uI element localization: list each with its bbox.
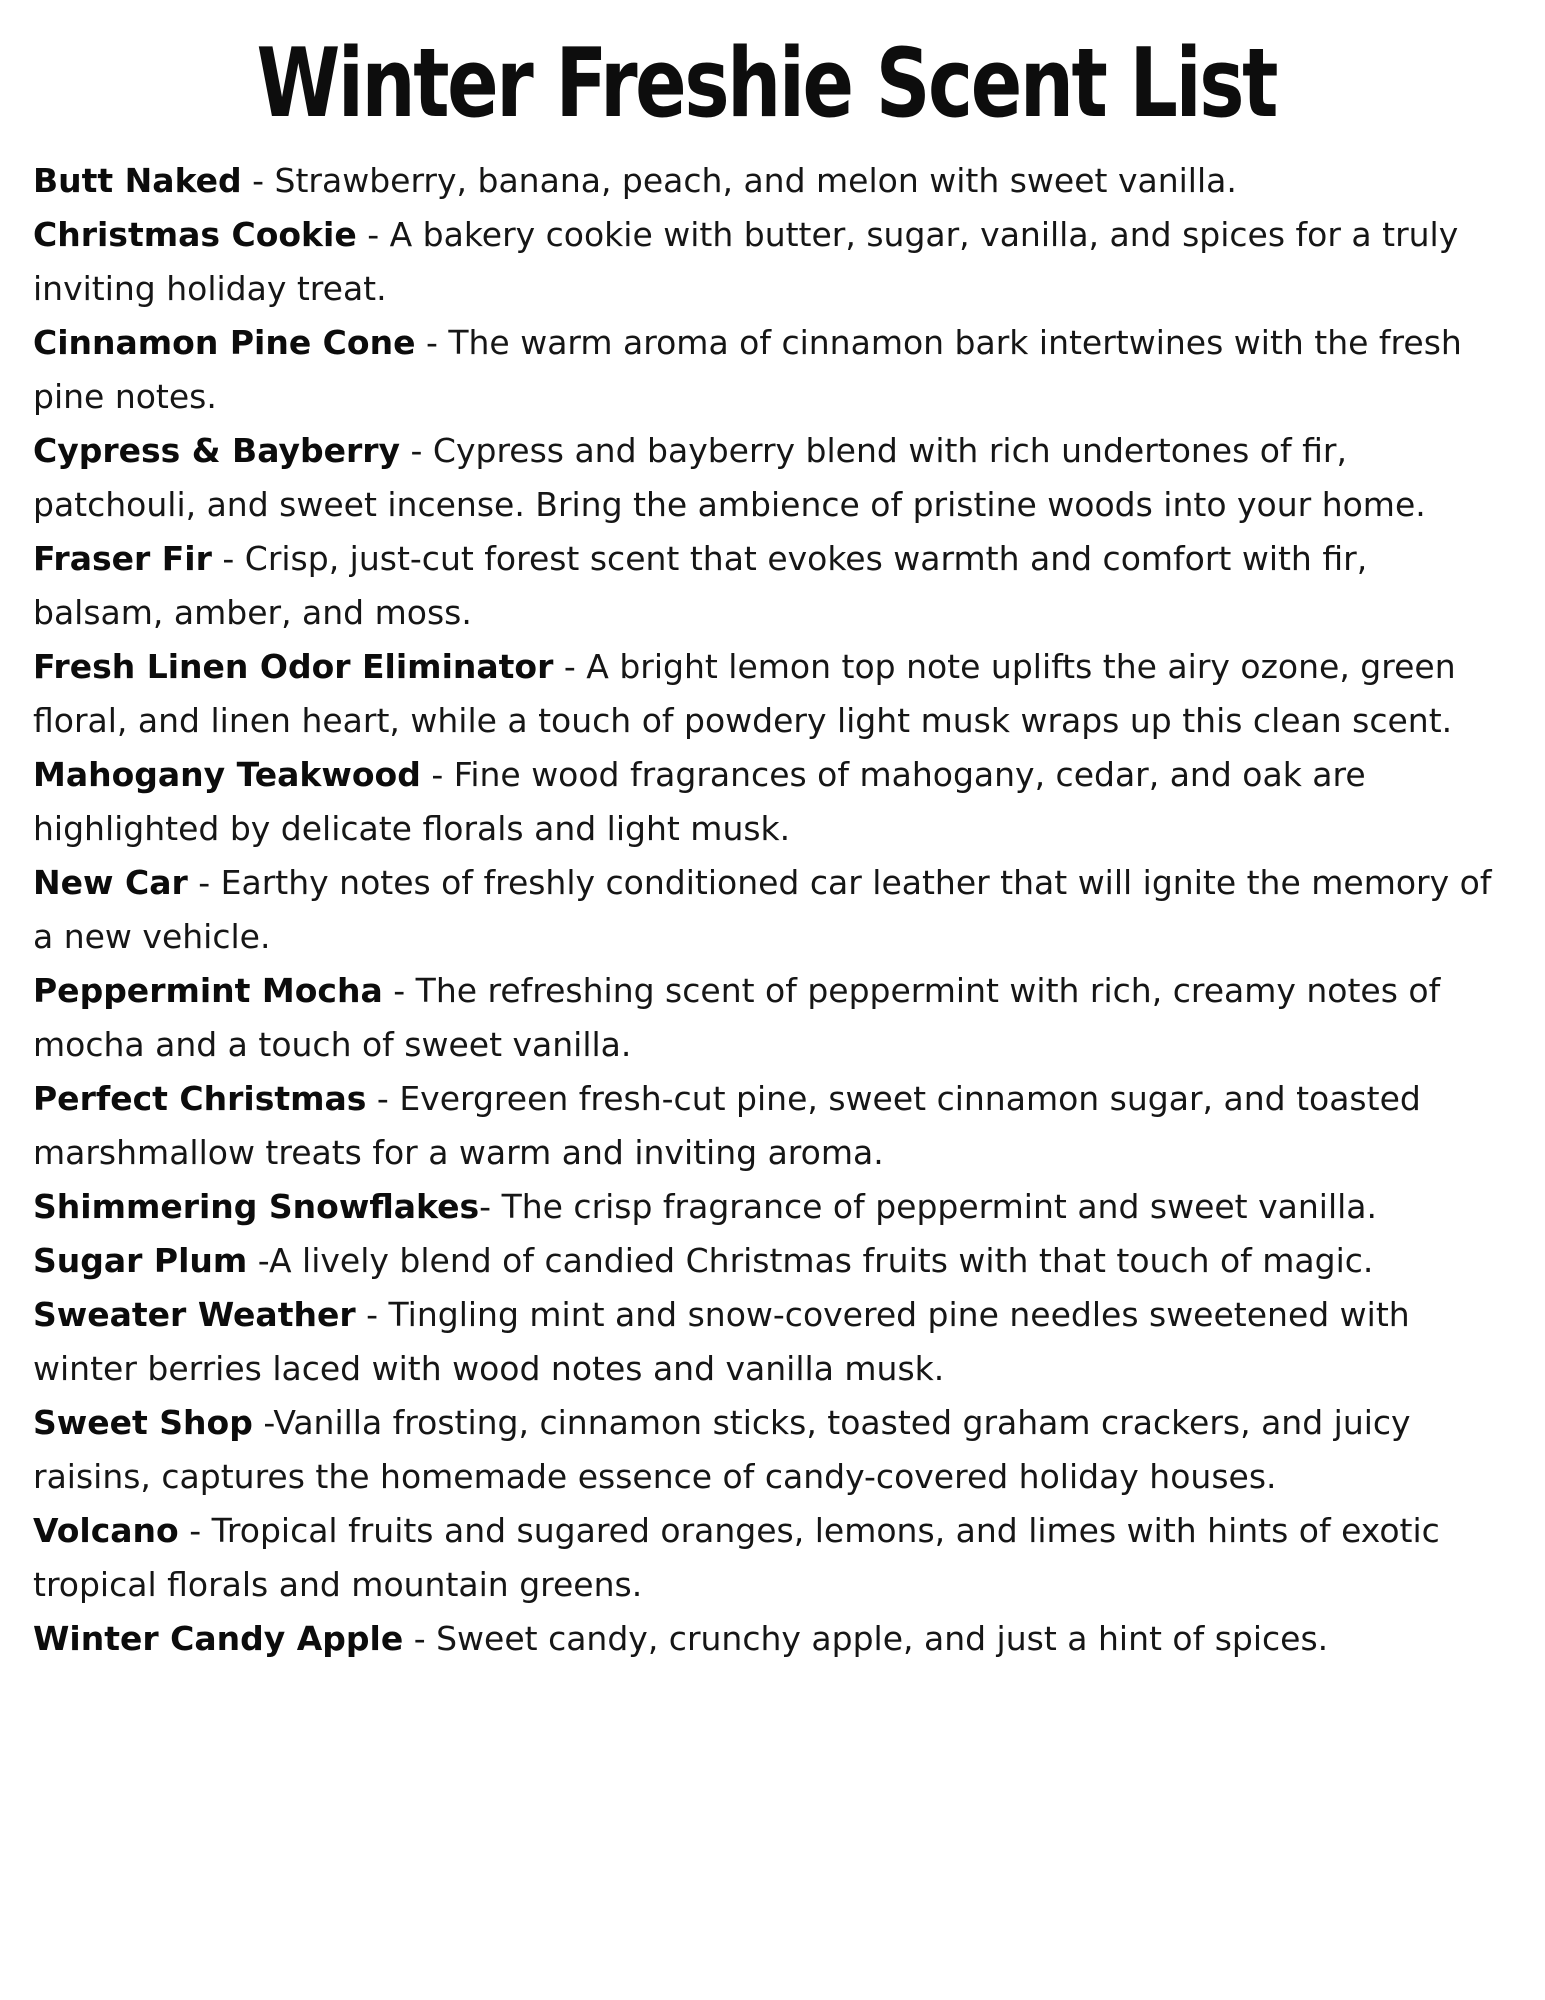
scent-description: A lively blend of candied Christmas fruits with that touch of magic.	[268, 1241, 1374, 1280]
scent-item	[33, 1396, 1499, 1504]
scent-name: New Car	[33, 863, 188, 902]
scent-description: Evergreen fresh-cut pine, sweet cinnamon sugar, and toasted marshmallow treats for a warm and inviting aroma.	[33, 1079, 1421, 1172]
scent-list	[33, 154, 1499, 1666]
scent-description: Cypress and bayberry blend with rich undertones of fir, patchouli, and sweet incense. Bring the ambience of pristine woods into your home.	[33, 431, 1426, 524]
scent-separator: -	[247, 1241, 269, 1280]
scent-description: A bright lemon top note uplifts the airy ozone, green floral, and linen heart, while a touch of powdery light musk wraps up this clean scent.	[33, 647, 1456, 740]
scent-separator: -	[400, 431, 433, 470]
scent-separator: -	[356, 215, 390, 254]
scent-separator: -	[382, 971, 416, 1010]
scent-item	[33, 640, 1499, 748]
scent-item	[33, 1180, 1499, 1234]
scent-separator: -	[366, 1079, 400, 1118]
scent-item	[33, 532, 1499, 640]
scent-name: Fraser Fir	[33, 539, 212, 578]
scent-description: Sweet candy, crunchy apple, and just a hint of spices.	[436, 1619, 1329, 1658]
scent-item	[33, 316, 1499, 424]
scent-description: Tingling mint and snow-covered pine needles sweetened with winter berries laced with wood notes and vanilla musk.	[33, 1295, 1410, 1388]
scent-name: Cypress & Bayberry	[33, 431, 401, 470]
scent-name: Cinnamon Pine Cone	[33, 323, 416, 362]
scent-description: Fine wood fragrances of mahogany, cedar, and oak are highlighted by delicate florals and light musk.	[33, 755, 1366, 848]
scent-name: Mahogany Teakwood	[33, 755, 421, 794]
scent-name: Sweet Shop	[33, 1403, 253, 1442]
scent-item	[33, 208, 1499, 316]
scent-separator: -	[187, 863, 221, 902]
scent-name: Shimmering Snowflakes	[33, 1187, 480, 1226]
scent-separator: -	[241, 161, 275, 200]
scent-item	[33, 1612, 1499, 1666]
scent-item	[33, 424, 1499, 532]
scent-name: Winter Candy Apple	[33, 1619, 404, 1658]
scent-name: Christmas Cookie	[33, 215, 357, 254]
scent-separator: -	[420, 755, 454, 794]
scent-separator: -	[553, 647, 587, 686]
scent-separator: -	[479, 1187, 502, 1226]
scent-name: Fresh Linen Odor Eliminator	[33, 647, 554, 686]
page-title-container	[33, 24, 1499, 144]
scent-description: Vanilla frosting, cinnamon sticks, toasted graham crackers, and juicy raisins, captures the homemade essence of candy-covered holiday houses.	[33, 1403, 1411, 1496]
scent-item	[33, 1072, 1499, 1180]
scent-item	[33, 154, 1499, 208]
scent-separator: -	[403, 1619, 437, 1658]
scent-name: Sweater Weather	[33, 1295, 356, 1334]
scent-item	[33, 1288, 1499, 1396]
scent-separator: -	[178, 1511, 212, 1550]
page-title: Winter Freshie Scent List	[256, 29, 1276, 139]
scent-item	[33, 856, 1499, 964]
scent-description: Crisp, just-cut forest scent that evokes warmth and comfort with fir, balsam, amber, and moss.	[33, 539, 1368, 632]
scent-description: Tropical fruits and sugared oranges, lemons, and limes with hints of exotic tropical florals and mountain greens.	[33, 1511, 1440, 1604]
scent-description: Strawberry, banana, peach, and melon with sweet vanilla.	[274, 161, 1237, 200]
scent-description: Earthy notes of freshly conditioned car leather that will ignite the memory of a new vehicle.	[33, 863, 1492, 956]
scent-name: Peppermint Mocha	[33, 971, 383, 1010]
scent-name: Butt Naked	[33, 161, 242, 200]
scent-item	[33, 748, 1499, 856]
scent-item	[33, 1504, 1499, 1612]
scent-description: The warm aroma of cinnamon bark intertwines with the fresh pine notes.	[33, 323, 1462, 416]
scent-separator: -	[252, 1403, 274, 1442]
scent-name: Perfect Christmas	[33, 1079, 367, 1118]
scent-separator: -	[415, 323, 449, 362]
scent-separator: -	[211, 539, 245, 578]
scent-separator: -	[355, 1295, 389, 1334]
scent-description: The crisp fragrance of peppermint and sweet vanilla.	[501, 1187, 1377, 1226]
scent-name: Sugar Plum	[33, 1241, 248, 1280]
scent-description: A bakery cookie with butter, sugar, vanilla, and spices for a truly inviting holiday treat.	[33, 215, 1459, 308]
scent-item	[33, 1234, 1499, 1288]
scent-description: The refreshing scent of peppermint with rich, creamy notes of mocha and a touch of sweet vanilla.	[33, 971, 1441, 1064]
scent-item	[33, 964, 1499, 1072]
scent-name: Volcano	[33, 1511, 179, 1550]
